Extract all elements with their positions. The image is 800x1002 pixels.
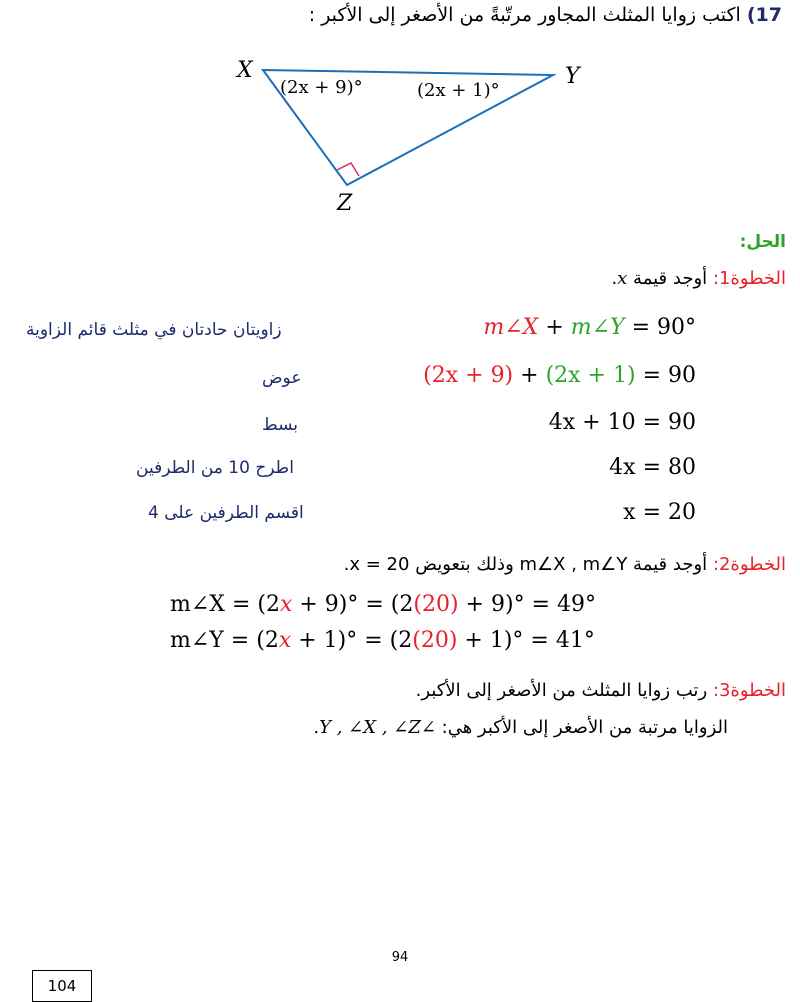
line1-mid: + 9)° = (2 [292, 592, 414, 617]
vertex-z-label: Z [337, 191, 353, 216]
line1-sub: (20) [413, 592, 459, 617]
eq-row-4: 4x = 80 [609, 455, 696, 480]
step1-text: أوجد قيمة [627, 268, 713, 289]
question-number: 17) [746, 4, 782, 26]
eq2-term-b: (2x + 1) [545, 363, 636, 388]
answer-prefix: الزوايا مرتبة من الأصغر إلى الأكبر هي: [435, 717, 728, 738]
note-row-2: عوض [262, 368, 302, 388]
line2-x: x [278, 628, 292, 653]
eq-row-5: x = 20 [623, 500, 696, 525]
eq2-term-a: (2x + 9) [423, 363, 514, 388]
line2-end: + 1)° = 41° [457, 628, 595, 653]
right-angle-mark [337, 163, 359, 176]
question-body: اكتب زوايا المثلث المجاور مرتّبةً من الأصغر إلى الأكبر : [308, 4, 741, 26]
step2-line-1 [170, 592, 596, 617]
step1-header: الخطوة1: أوجد قيمة x. [611, 268, 786, 289]
eq-row-2 [423, 363, 696, 388]
line1-lhs: m∠X = (2 [170, 592, 280, 617]
step2-header [344, 554, 786, 575]
angle-x-label: (2x + 9)° [280, 77, 363, 98]
step3-label: الخطوة3: [712, 680, 786, 701]
note-row-3: بسط [262, 415, 299, 435]
line2-lhs: m∠Y = (2 [170, 628, 279, 653]
eq1-plus: + [538, 315, 571, 340]
vertex-x-label: X [237, 58, 253, 83]
eq2-plus: + [513, 363, 546, 388]
eq1-term-b: m∠Y [570, 315, 625, 340]
page-number: 94 [391, 950, 409, 965]
step2-label: الخطوة2: [712, 554, 786, 575]
step2-line-2 [170, 628, 595, 653]
eq1-rhs: = 90° [624, 315, 696, 340]
note-row-4: اطرح 10 من الطرفين [136, 458, 294, 478]
step3-text: رتب زوايا المثلث من الأصغر إلى الأكبر. [415, 680, 713, 701]
eq2-rhs: = 90 [635, 363, 696, 388]
answer-value: ∠Y , ∠X , ∠Z. [313, 717, 436, 738]
eq-row-1 [483, 315, 696, 340]
question-text [309, 4, 782, 26]
step1-var: x [617, 268, 628, 289]
note-row-1: زاويتان حادتان في مثلث قائم الزاوية [26, 320, 282, 340]
step2-text: أوجد قيمة m∠X , m∠Y وذلك بتعويض x = 20. [343, 554, 713, 575]
triangle-diagram [225, 55, 595, 225]
page-box-number: 104 [32, 970, 92, 1002]
line2-sub: (20) [412, 628, 458, 653]
note-row-5: اقسم الطرفين على 4 [148, 503, 304, 523]
angle-y-label: (2x + 1)° [417, 80, 500, 101]
eq1-term-a: m∠X [483, 315, 539, 340]
solution-heading: الحل: [739, 232, 786, 252]
eq-row-3: 4x + 10 = 90 [548, 410, 696, 435]
line1-x: x [279, 592, 293, 617]
step1-label: الخطوة1: [712, 268, 786, 289]
line1-end: + 9)° = 49° [458, 592, 596, 617]
step3-header [416, 680, 786, 701]
step3-answer [313, 717, 728, 738]
line2-mid: + 1)° = (2 [291, 628, 413, 653]
vertex-y-label: Y [565, 64, 580, 89]
